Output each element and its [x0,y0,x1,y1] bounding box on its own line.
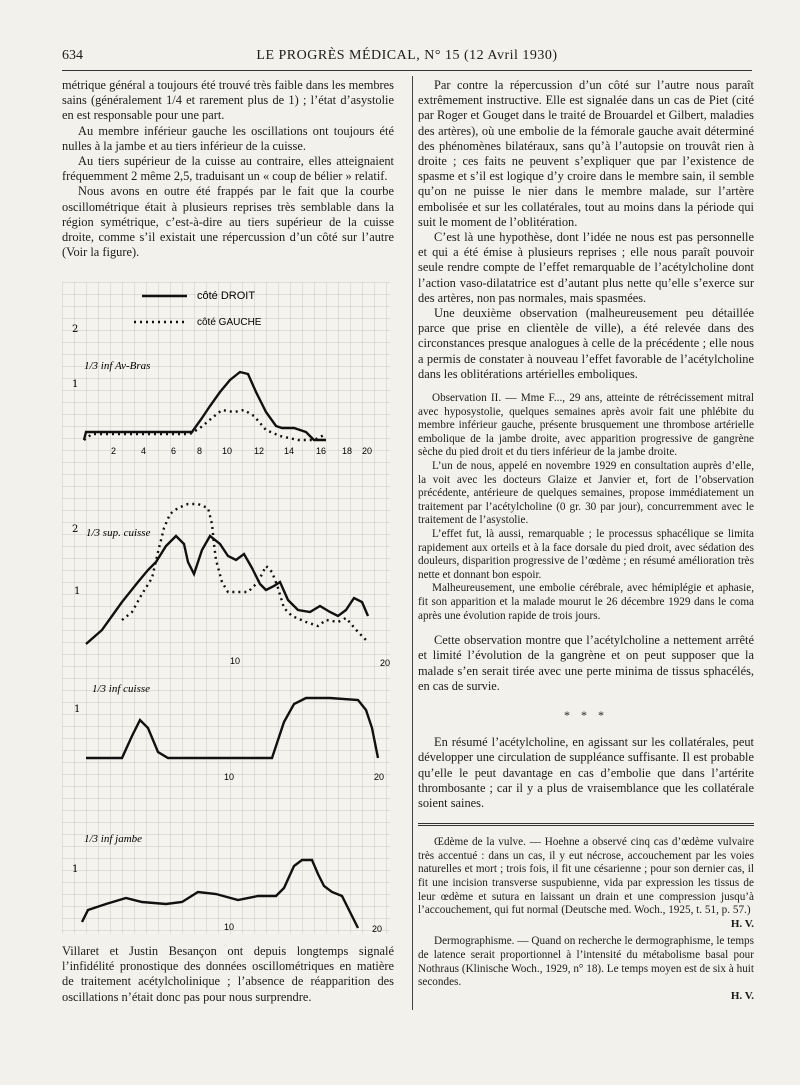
news-text: Dermographisme. — Quand on recherche le dermographisme, le temps de latence serait proportionnel à l’intensité du métabolisme basal pour Nothraus (Klinische Woch., 1929, n° 18). Le temps moyen est de six à huit secondes. [418,935,754,989]
figure-graph [62,282,390,934]
y-tick-label: 2 [72,324,79,335]
y-tick-label: 1 [74,586,81,597]
y-tick-label: 1 [72,379,79,390]
y-tick-label: 1 [72,864,79,875]
x-tick: 6 [171,446,177,456]
x-tick: 14 [284,446,295,456]
paragraph: Au tiers supérieur de la cuisse au contraire, elles atteignaient fréquemment 2 même 2,5, traduisant un « coup de bélier » relatif. [62,154,394,184]
y-tick-label: 2 [72,524,79,535]
paragraph: Au membre inférieur gauche les oscillations ont toujours été nulles à la jambe et au tiers inférieur de la cuisse. [62,123,394,153]
section-stars: * * * [564,707,608,722]
x-tick: 20 [374,772,385,782]
x-tick: 20 [380,658,390,668]
observation-paragraph: L’effet fut, là aussi, remarquable ; le processus sphacélique se limita rapidement aux orteils et à la face dorsale du pied droit, avec sédation des douleurs, disparition progressive de l’œdème ; en résumé amélioration très nette et donnant bon espoir. [418,528,754,581]
paragraph: Par contre la répercussion d’un côté sur l’autre nous paraît extrêmement instructive. Elle est signalée dans un cas de Piet (cité par Roger et Gouget dans le traité de Brouardel et Gilbert, maladies des artères), où une embolie de la fémorale gauche avait déterminé des phénomènes bilatéraux, sans qu’à l’autopsie on trouvât rien à droite ; ces faits ne peuvent s’expliquer que par l’existence de spasme et s’il est logique d’y croire dans le membre sain, il semble qu’on ne puisse le nier dans le membre malade, sur l’artère embolisée et sur les collatérales, tout au moins dans la période qui suit le moment de l’oblitération. [418,78,754,229]
panel-label: 1/3 inf cuisse [92,683,151,695]
panel-label: 1/3 sup. cuisse [86,527,151,539]
panel-label: 1/3 inf Av-Bras [84,360,151,372]
journal-title: LE PROGRÈS MÉDICAL, N° 15 (12 Avril 1930) [256,48,558,63]
section-separator [418,823,754,826]
figure-caption-text: Villaret et Justin Besançon ont depuis longtemps signalé l’infidélité pronostique des données oscillométriques en matière de traitement acétylcholinique ; l’absence de réapparition des oscillations n’était donc pas pour nous surprendre. [62,944,394,1004]
oscillometric-figure [62,282,390,934]
left-column [62,78,394,260]
news-item [418,836,754,1003]
x-tick: 10 [224,772,235,782]
x-tick: 18 [342,446,353,456]
legend-label-right: côté DROIT [197,290,256,302]
x-tick: 20 [362,446,373,456]
paragraph: C’est là une hypothèse, dont l’idée ne nous est pas personnelle et qui a été émise à plusieurs reprises ; elle nous paraît pouvoir seule rendre compte de l’effet remarquable de l’acétylcholine dont l’action vaso-dilatatrice est d’autant plus nette qu’elle s’exerce sur des artères, non pas normales, mais spasmées. [418,230,754,305]
x-tick: 20 [372,924,383,934]
header-rule [62,70,752,71]
news-signature: H. V. [730,917,754,930]
x-tick: 4 [141,446,147,456]
paragraph: Cette observation montre que l’acétylcholine a nettement arrêté et limité l’évolution de la gangrène et on peut supposer que la malade s’en serait tirée avec une perte minima de tissus sphacélés, en cas de survie. [418,633,754,693]
column-divider [412,76,413,1010]
news-text: Œdème de la vulve. — Hoehne a observé cinq cas d’œdème vulvaire très accentué : dans un cas, il y eut nécrose, accouchement par les voies naturelles et mort ; trois fois, il fit une césarienne ; pour son dernier cas, il fit une incision transverse suspubienne, vida par expression les tissus de leur œdème et sutura en laissant un drain et une compression jusqu’à l’accouchement, qui fut normal (Deutsche med. Woch., 1925, t. 51, p. 57.) [418,836,754,917]
x-tick: 2 [111,446,117,456]
paragraph: Nous avons en outre été frappés par le fait que la courbe oscillométrique était à plusieurs reprises très semblable dans la région symétrique, c’est-à-dire au tiers supérieur de la cuisse droite, comme s’il existait une répercussion d’un côté sur l’autre (Voir la figure). [62,184,394,260]
x-tick: 16 [316,446,327,456]
observation-block [418,392,754,623]
observation-paragraph: L’un de nous, appelé en novembre 1929 en consultation auprès d’elle, la voit avec les docteurs Glaize et Janvier et, fort de l’observation précédente, antérieure de quelques semaines, propose immédiatement un traitement par l’acétylcholine (0 gr. 30 par jour), concurremment avec le traitement de l’asystolie. [418,460,754,527]
panel-label: 1/3 inf jambe [84,833,143,845]
x-tick: 10 [224,922,235,932]
page-number: 634 [62,48,83,63]
x-tick: 12 [254,446,265,456]
news-signature: H. V. [730,989,754,1002]
right-column [418,78,754,1003]
summary-paragraph: En résumé l’acétylcholine, en agissant sur les collatérales, peut développer une circulation de suppléance suffisante. Il est probable qu’elle le peut davantage en cas d’embolie que dans l’artérite thrombosante ; car il y a plus de vraisemblance que les collatérale soient saines. [418,735,754,810]
y-tick-label: 1 [74,704,81,715]
observation-paragraph: Malheureusement, une embolie cérébrale, avec hémiplégie et aphasie, fit son apparition et la malade mourut le 26 décembre 1929 dans le coma après une évolution rapide de trois jours. [418,582,754,622]
paragraph: métrique général a toujours été trouvé très faible dans les membres sains (généralement 1/4 et rarement plus de 1) ; l’état d’asystolie en est responsable pour une part. [62,78,394,123]
running-header [62,48,752,68]
x-tick: 10 [222,446,233,456]
observation-paragraph: Observation II. — Mme F..., 29 ans, atteinte de rétrécissement mitral avec hyposystolie, quelques semaines après avoir fait une phlébite du membre inférieur gauche, présente brusquement une thrombose artérielle embolique de la jambe droite, avec apparition progressive de gangrène sèche du pied droit et du tiers inférieur de la jambe droite. [418,392,754,459]
x-tick: 10 [230,656,241,666]
legend-label-left: côté GAUCHE [197,317,262,328]
paragraph: Une deuxième observation (malheureusement peu détaillée parce que prise en clientèle de ville), a été relevée dans des circonstances presque analogues à celle de la précédente ; elle nous a permis de constater à nouveau l’effet favorable de l’acétylcholine dans les oblitérations artérielles emboliques. [418,306,754,381]
x-tick: 8 [197,446,203,456]
